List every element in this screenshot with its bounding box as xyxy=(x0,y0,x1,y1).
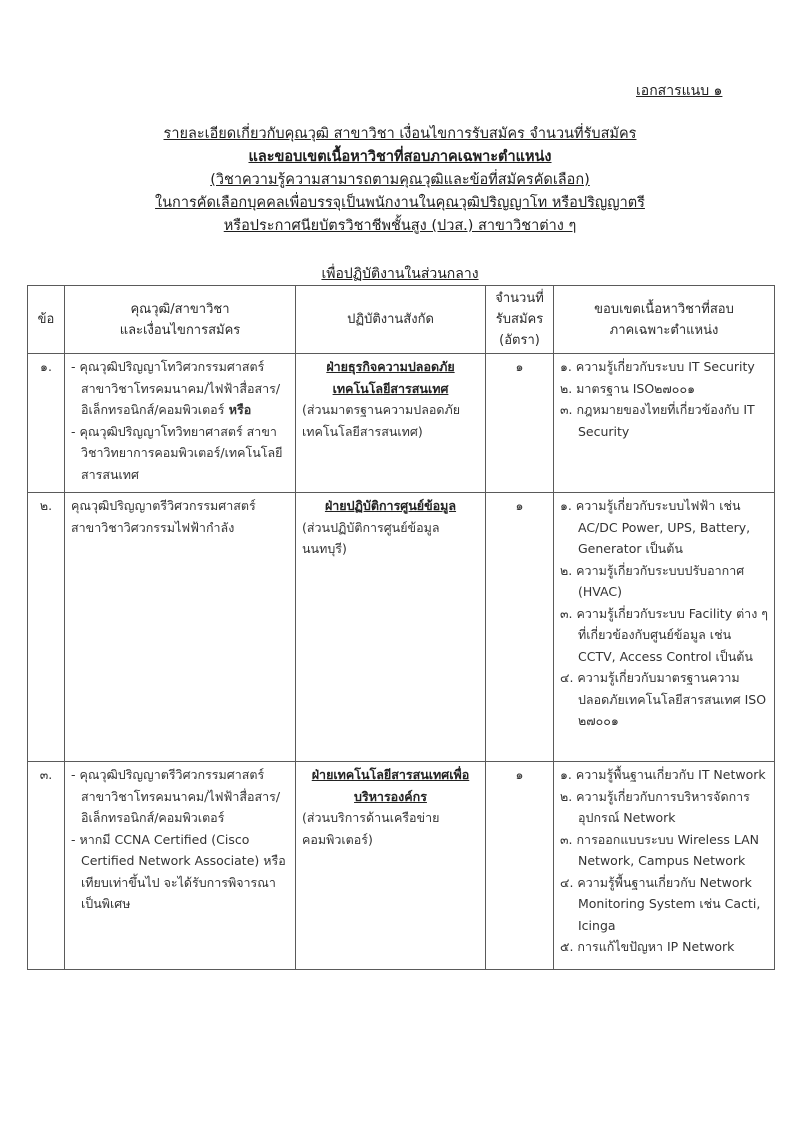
unit-name: ฝ่ายปฏิบัติการศูนย์ข้อมูล xyxy=(324,498,457,513)
document-title xyxy=(100,123,700,238)
unit-cell xyxy=(296,493,486,762)
scope-item: ๒. ความรู้เกี่ยวกับการบริหารจัดการอุปกรณ์ Network xyxy=(560,788,750,825)
unit-subdivision: (ส่วนปฏิบัติการศูนย์ข้อมูลนนทบุรี) xyxy=(302,519,440,556)
row-number: ๑. xyxy=(28,354,65,493)
scope-cell xyxy=(554,493,775,762)
unit-name: ฝ่ายธุรกิจความปลอดภัยเทคโนโลยีสารสนเทศ xyxy=(326,359,455,396)
header-scope xyxy=(554,286,775,354)
header-quota-line3: (อัตรา) xyxy=(499,333,540,348)
document-subtitle: เพื่อปฏิบัติงานในส่วนกลาง xyxy=(321,266,479,282)
scope-item: ๓. ความรู้เกี่ยวกับระบบ Facility ต่าง ๆ ที่เกี่ยวข้องกับศูนย์ข้อมูล เช่น CCTV, Access Control เป็นต้น xyxy=(560,605,768,664)
qualification-text: - คุณวุฒิปริญญาโทวิศวกรรมศาสตร์ สาขาวิชาโทรคมนาคม/ไฟฟ้าสื่อสาร/อิเล็กทรอนิกส์/คอมพิวเตอร์ xyxy=(71,359,281,417)
positions-table xyxy=(27,285,775,970)
qualification-cell xyxy=(65,762,296,970)
scope-item: ๔. ความรู้เกี่ยวกับมาตรฐานความปลอดภัยเทคโนโลยีสารสนเทศ ISO ๒๗๐๐๑ xyxy=(560,670,767,728)
row-number: ๓. xyxy=(28,762,65,970)
qualification-item xyxy=(71,421,289,486)
header-scope-line2: ภาคเฉพาะตำแหน่ง xyxy=(609,322,719,338)
scope-item: ๓. การออกแบบระบบ Wireless LAN Network, Campus Network xyxy=(560,831,759,868)
unit-subdivision: (ส่วนมาตรฐานความปลอดภัยเทคโนโลยีสารสนเทศ) xyxy=(302,402,461,439)
scope-item: ๑. ความรู้เกี่ยวกับระบบ IT Security xyxy=(560,359,755,374)
qualification-item: - คุณวุฒิปริญญาตรีวิศวกรรมศาสตร์ สาขาวิชาโทรคมนาคม/ไฟฟ้าสื่อสาร/อิเล็กทรอนิกส์/คอมพิวเตอร์ xyxy=(71,767,281,825)
attachment-label: เอกสารแนบ ๑ xyxy=(636,83,723,99)
qualification-item xyxy=(71,356,289,421)
header-qualification xyxy=(65,286,296,354)
header-quota-line2: รับสมัคร xyxy=(495,312,544,327)
title-line-5: หรือประกาศนียบัตรวิชาชีพชั้นสูง (ปวส.) สาขาวิชาต่าง ๆ xyxy=(223,218,577,234)
quota-cell: ๑ xyxy=(486,493,554,762)
qualification-text: - คุณวุฒิปริญญาโทวิทยาศาสตร์ สาขาวิชาวิทยาการคอมพิวเตอร์/เทคโนโลยีสารสนเทศ xyxy=(71,423,283,482)
qualification-item: - หากมี CCNA Certified (Cisco Certified Network Associate) หรือเทียบเท่าขึ้นไป จะได้รับการพิจารณาเป็นพิเศษ xyxy=(71,831,286,911)
qualification-cell xyxy=(65,493,296,762)
header-quota-line1: จำนวนที่ xyxy=(495,291,544,306)
row-number: ๒. xyxy=(28,493,65,762)
scope-item: ๑. ความรู้พื้นฐานเกี่ยวกับ IT Network xyxy=(560,767,766,782)
qualification-suffix: หรือ xyxy=(224,402,252,417)
header-quota xyxy=(486,286,554,354)
quota-cell: ๑ xyxy=(486,762,554,970)
title-line-2: และขอบเขตเนื้อหาวิชาที่สอบภาคเฉพาะตำแหน่ง xyxy=(248,149,552,165)
scope-cell xyxy=(554,762,775,970)
scope-item: ๒. ความรู้เกี่ยวกับระบบปรับอากาศ (HVAC) xyxy=(560,562,745,599)
scope-cell xyxy=(554,354,775,493)
table-row xyxy=(28,762,775,970)
unit-subdivision: (ส่วนบริการด้านเครือข่ายคอมพิวเตอร์) xyxy=(302,810,440,847)
scope-item: ๒. มาตรฐาน ISO๒๗๐๐๑ xyxy=(560,380,696,396)
header-unit: ปฏิบัติงานสังกัด xyxy=(296,286,486,354)
scope-item: ๓. กฎหมายของไทยที่เกี่ยวข้องกับ IT Security xyxy=(560,402,755,439)
header-no: ข้อ xyxy=(28,286,65,354)
table-row xyxy=(28,354,775,493)
unit-name: ฝ่ายเทคโนโลยีสารสนเทศเพื่อบริหารองค์กร xyxy=(311,767,470,804)
unit-cell xyxy=(296,354,486,493)
title-line-4: ในการคัดเลือกบุคคลเพื่อบรรจุเป็นพนักงานในคุณวุฒิปริญญาโท หรือปริญญาตรี xyxy=(155,195,645,211)
scope-item: ๕. การแก้ไขปัญหา IP Network xyxy=(560,939,735,954)
table-row xyxy=(28,493,775,762)
title-line-1: รายละเอียดเกี่ยวกับคุณวุฒิ สาขาวิชา เงื่อนไขการรับสมัคร จำนวนที่รับสมัคร xyxy=(163,126,637,142)
header-qualification-line2: และเงื่อนไขการสมัคร xyxy=(119,322,241,338)
quota-cell: ๑ xyxy=(486,354,554,493)
qualification-cell xyxy=(65,354,296,493)
header-scope-line1: ขอบเขตเนื้อหาวิชาที่สอบ xyxy=(594,301,734,317)
scope-item: ๑. ความรู้เกี่ยวกับระบบไฟฟ้า เช่น AC/DC Power, UPS, Battery, Generator เป็นต้น xyxy=(560,498,751,556)
qualification-text: คุณวุฒิปริญญาตรีวิศวกรรมศาสตร์ สาขาวิชาวิศวกรรมไฟฟ้ากำลัง xyxy=(71,498,256,535)
header-qualification-line1: คุณวุฒิ/สาขาวิชา xyxy=(130,301,230,317)
title-line-3: (วิชาความรู้ความสามารถตามคุณวุฒิและข้อที่สมัครคัดเลือก) xyxy=(210,172,590,188)
table-header-row xyxy=(28,286,775,354)
unit-cell xyxy=(296,762,486,970)
scope-item: ๔. ความรู้พื้นฐานเกี่ยวกับ Network Monitoring System เช่น Cacti, Icinga xyxy=(560,874,761,933)
